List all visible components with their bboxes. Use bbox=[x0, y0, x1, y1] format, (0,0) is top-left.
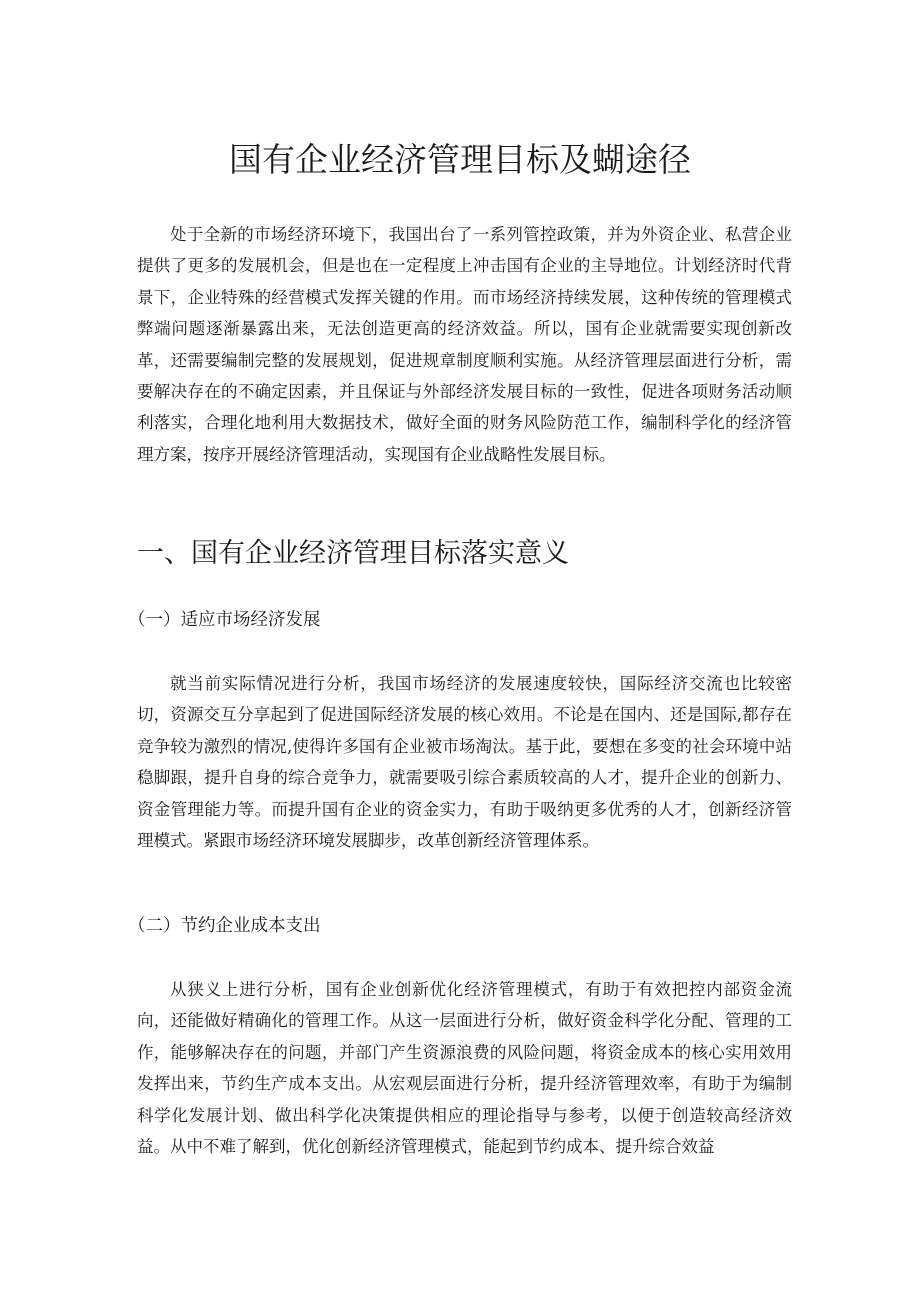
intro-paragraph: 处于全新的市场经济环境下，我国出台了一系列管控政策，并为外资企业、私营企业提供了更多的发展机会，但是也在一定程度上冲击国有企业的主导地位。计划经济时代背景下，企业特殊的经营模式发挥关键的作用。而市场经济持续发展，这种传统的管理模式弊端问题逐渐暴露出来，无法创造更高的经济效益。所以，国有企业就需要实现创新改革，还需要编制完整的发展规划，促进规章制度顺利实施。从经济管理层面进行分析，需要解决存在的不确定因素，并且保证与外部经济发展目标的一致性，促进各项财务活动顺利落实，合理化地利用大数据技术，做好全面的财务风险防范工作，编制科学化的经济管理方案，按序开展经济管理活动，实现国有企业战略性发展目标。 bbox=[137, 225, 792, 464]
document-title: 国有企业经济管理目标及蝴途径 bbox=[229, 140, 691, 179]
subsection-body-adapt-market: 就当前实际情况进行分析，我国市场经济的发展速度较快，国际经济交流也比较密切，资源交互分享起到了促进国际经济发展的核心效用。不论是在国内、还是国际,都存在竞争较为激烈的情况,使得许多国有企业被市场淘汰。基于此，要想在多变的社会环境中站稳脚跟，提升自身的综合竞争力，就需要吸引综合素质较高的人才，提升企业的创新力、资金管理能力等。而提升国有企业的资金实力，有助于吸纳更多优秀的人才，创新经济管理模式。紧跟市场经济环境发展脚步，改革创新经济管理体系。 bbox=[137, 674, 792, 851]
subsection-body-save-cost: 从狭义上进行分析，国有企业创新优化经济管理模式，有助于有效把控内部资金流向，还能做好精确化的管理工作。从这一层面进行分析，做好资金科学化分配、管理的工作，能够解决存在的问题，并部门产生资源浪费的风险问题，将资金成本的核心实用效用发挥出来，节约生产成本支出。从宏观层面进行分析，提升经济管理效率，有助于为编制科学化发展计划、做出科学化决策提供相应的理论指导与参考，以便于创造较高经济效益。从中不难了解到，优化创新经济管理模式，能起到节约成本、提升综合效益 bbox=[137, 980, 792, 1157]
section-heading: 一、国有企业经济管理目标落实意义 bbox=[137, 538, 569, 569]
subsection-heading-adapt-market: （一）适应市场经济发展 bbox=[128, 610, 321, 630]
subsection-heading-save-cost: （二）节约企业成本支出 bbox=[128, 916, 321, 936]
